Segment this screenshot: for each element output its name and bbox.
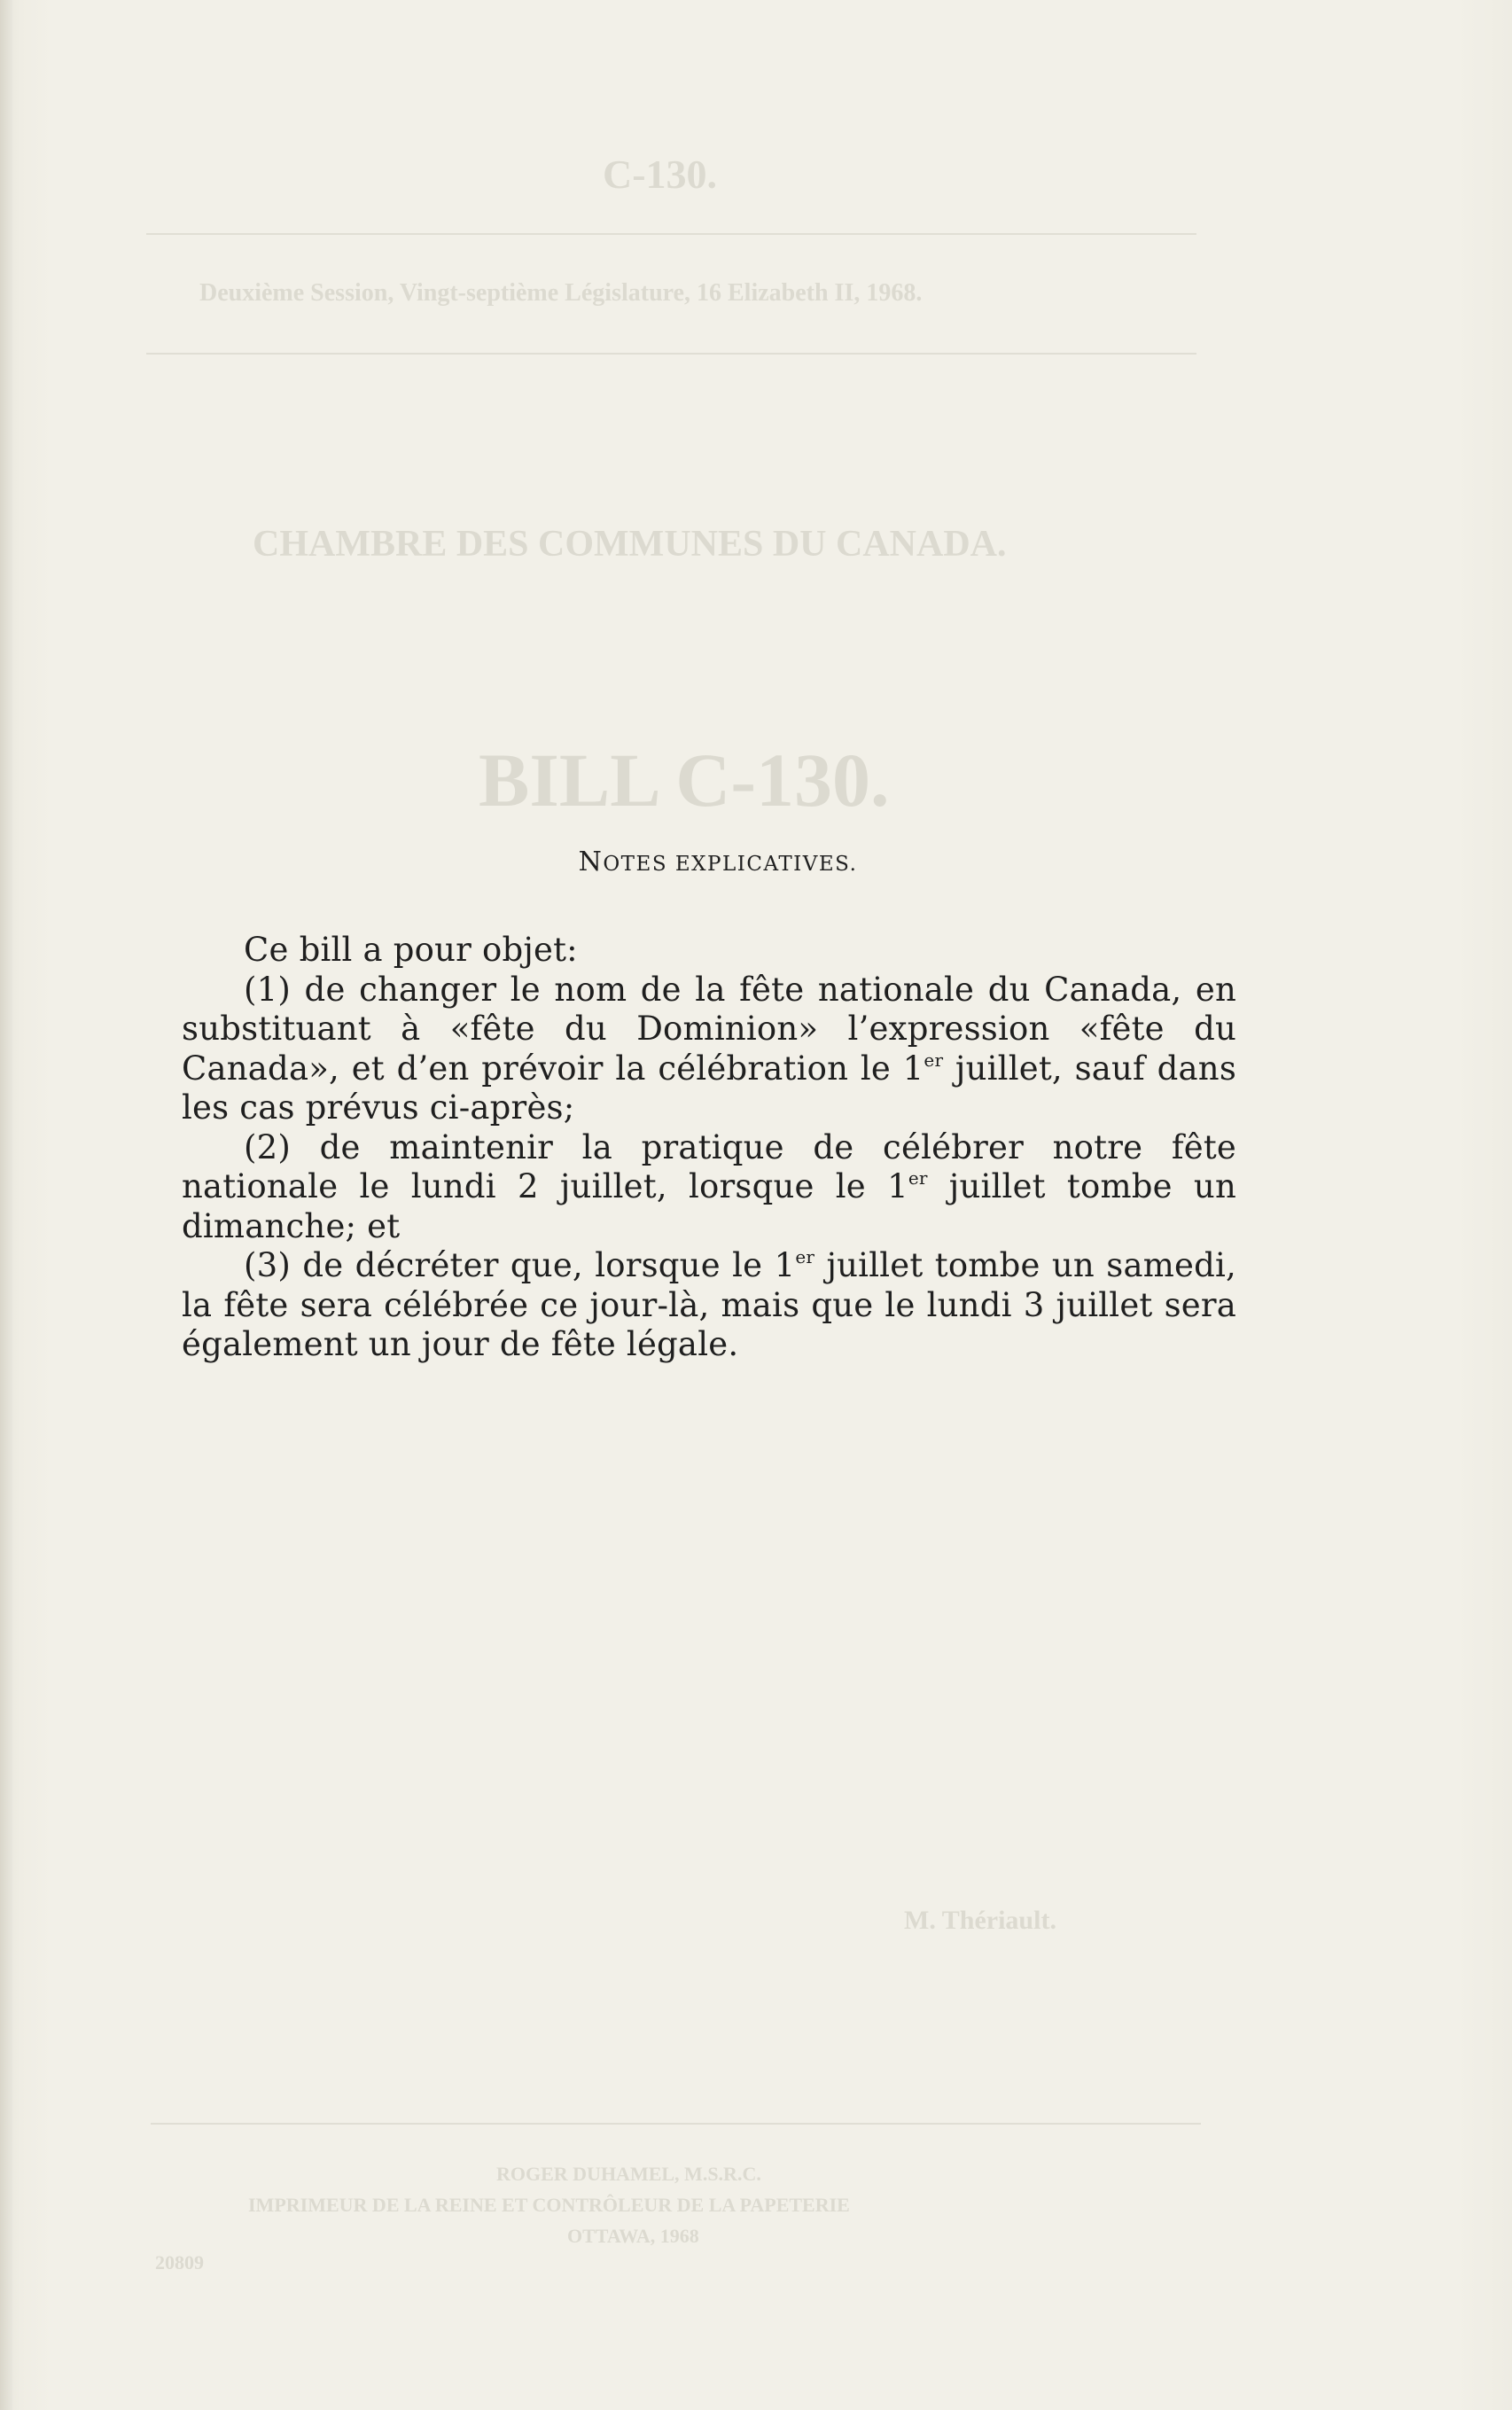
bleed-through-code: 20809 [155,2251,204,2274]
ordinal-suffix: er [795,1246,815,1267]
heading-initial: N [578,846,604,877]
bleed-through-rule [151,2123,1201,2125]
bleed-through-signature: M. Thériault. [904,1906,1056,1935]
item-2-text-cont: juillet tombe un dimanche; et [182,1167,1236,1245]
bleed-through-printer: IMPRIMEUR DE LA REINE ET CONTRÔLEUR DE LA PAPETERIE [248,2194,850,2216]
item-3-text: (3) de décréter que, lorsque le 1 [244,1246,796,1284]
ordinal-suffix: er [924,1049,944,1071]
bleed-through-rule [146,353,1196,355]
item-1-text: (1) de changer le nom de la fête nationale du Canada, en substituant à «fête du Dominion» l’expression «fête du Canada», et d’en prévoir la célébration le 1 [182,970,1236,1088]
bleed-through-chamber: CHAMBRE DES COMMUNES DU CANADA. [253,524,1007,565]
explanatory-notes [182,846,1236,1365]
item-3-text-cont: juillet tombe un samedi, la fête sera célébrée ce jour-là, mais que le lundi 3 juillet sera également un jour de fête légale. [182,1246,1236,1363]
ordinal-suffix: er [908,1167,928,1189]
bleed-through-printer: ROGER DUHAMEL, M.S.R.C. [496,2163,761,2185]
notes-item-1 [182,971,1236,1128]
bleed-through-bill-number: C-130. [603,152,718,197]
notes-item-2 [182,1128,1236,1247]
notes-item-3 [182,1246,1236,1365]
bleed-through-session: Deuxième Session, Vingt-septième Législature, 16 Elizabeth II, 1968. [199,279,923,307]
notes-heading [182,846,1236,877]
notes-intro: Ce bill a pour objet: [244,931,578,969]
item-1-text-cont: juillet, sauf dans les cas prévus ci-après; [182,1049,1237,1127]
heading-rest: OTES EXPLICATIVES. [603,853,858,876]
bleed-through-rule [146,233,1196,235]
item-2-text: (2) de maintenir la pratique de célébrer notre fête nationale le lundi 2 juillet, lorsque le 1 [182,1127,1236,1205]
bleed-through-printer: OTTAWA, 1968 [567,2225,699,2247]
bleed-through-bill-title: BILL C-130. [479,737,890,823]
page-edge [0,0,12,2410]
